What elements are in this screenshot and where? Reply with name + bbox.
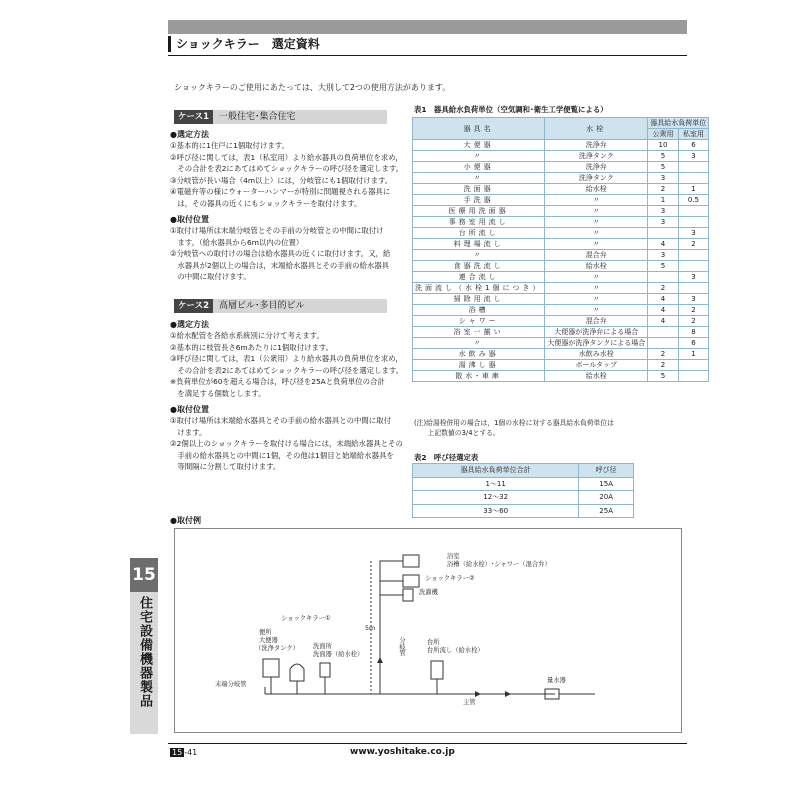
case1-position-text: [170, 225, 391, 283]
text-line: ます。（給水器具から6m以内の位置）: [170, 237, 304, 247]
table1-caption: 表1 器具給水負荷単位（空気調和･衛生工学便覧による）: [414, 105, 608, 114]
table-cell: 〃: [545, 217, 648, 228]
table-row: [413, 283, 709, 294]
label-washroom: 洗面所: [313, 643, 332, 650]
table-cell: 1: [678, 184, 709, 195]
text-line: 等間隔に分割して取付けます。: [170, 462, 281, 471]
table-cell: 1〜11: [413, 477, 579, 491]
table-cell: 〃: [413, 173, 545, 184]
table-cell: 3: [678, 228, 709, 239]
table-cell: [648, 228, 679, 239]
table-row: [413, 504, 634, 518]
table-cell: 〃: [545, 195, 648, 206]
case2-method-heading: ●選定方法: [170, 320, 209, 329]
table-cell: 〃: [545, 228, 648, 239]
table-cell: [678, 217, 709, 228]
label-meter: 量水器: [547, 677, 566, 684]
table-cell: 4: [648, 305, 679, 316]
toilet-fixture: [263, 659, 279, 677]
table-cell: 2: [678, 305, 709, 316]
table-row: [413, 173, 709, 184]
bore-selection-table: [412, 463, 634, 518]
label-bath-detail: 浴槽（給水栓）･シャワー（混合弁）: [447, 561, 551, 568]
label-kitchen: 台所: [427, 639, 440, 646]
table-cell: 洗面器: [413, 184, 545, 195]
table-cell: 6: [678, 140, 709, 151]
table-cell: 5: [648, 162, 679, 173]
text-line: は，その器具の近くにもショックキラーを取付けます。: [170, 198, 362, 208]
intro-text: ショックキラーのご使用にあたっては、大別して2つの使用方法があります。: [174, 83, 451, 92]
table-row: [413, 140, 709, 151]
table-cell: 3: [678, 151, 709, 162]
table-cell: 手洗器: [413, 195, 545, 206]
table-cell: シャワー: [413, 316, 545, 327]
text-line: ③呼び径に関しては，表1（公衆用）より給水器具の負荷単位を求め，: [170, 354, 403, 363]
table-cell: 〃: [413, 151, 545, 162]
table-cell: 〃: [545, 272, 648, 283]
label-bath: 浴室: [447, 553, 460, 560]
table1-header-faucet: 水栓: [545, 118, 648, 140]
chapter-number-tab: 15: [130, 558, 158, 592]
text-line: ②呼び径に関しては，表1（私室用）より給水器具の負荷単位を求め，: [170, 152, 403, 162]
table-cell: 事務室用流し: [413, 217, 545, 228]
table-cell: 〃: [545, 294, 648, 305]
case1-position-heading: ●取付位置: [170, 215, 209, 224]
case2-heading: [174, 299, 387, 313]
table-cell: 1: [678, 349, 709, 360]
table-cell: 0.5: [678, 195, 709, 206]
table-cell: 食器洗流し: [413, 261, 545, 272]
table-cell: 洗浄タンク: [545, 151, 648, 162]
case1-tag: ケース1: [174, 110, 213, 124]
table-row: [413, 151, 709, 162]
table-row: [413, 228, 709, 239]
table-row: [413, 338, 709, 349]
case1-name: 一般住宅･集合住宅: [219, 112, 296, 122]
table1-header-unit: 器具給水負荷単位: [648, 118, 709, 129]
table-cell: 3: [648, 217, 679, 228]
table-cell: [678, 173, 709, 184]
case1-method-heading: ●選定方法: [170, 130, 209, 139]
table-cell: 台所流し: [413, 228, 545, 239]
text-line: その合計を表2にあてはめてショックキラーの呼び径を選定します。: [170, 164, 404, 173]
table-cell: 4: [648, 316, 679, 327]
table-cell: 浴室一揃い: [413, 327, 545, 338]
table-cell: 15A: [579, 477, 634, 491]
table-cell: 連合流し: [413, 272, 545, 283]
table-cell: 洗浄弁: [545, 162, 648, 173]
table1-body: [413, 140, 709, 382]
table-cell: 1: [648, 195, 679, 206]
label-shock1: ショックキラー①: [281, 615, 331, 622]
header-bar: [168, 20, 687, 34]
table-cell: ボールタップ: [545, 360, 648, 371]
table-cell: 掃除用流し: [413, 294, 545, 305]
text-line: ②基本的に枝管長さ6mあたりに1個取付けます。: [170, 342, 334, 352]
table-cell: 2: [648, 184, 679, 195]
kitchen-fixture: [431, 661, 443, 679]
table-cell: 4: [648, 239, 679, 250]
table-cell: 〃: [545, 283, 648, 294]
table-cell: 2: [678, 316, 709, 327]
text-line: の中間に取付けます。: [170, 272, 251, 281]
table-cell: 料理場流し: [413, 239, 545, 250]
page-number-box: 15: [172, 748, 183, 757]
table-cell: 5: [648, 371, 679, 382]
table-row: [413, 305, 709, 316]
case2-position-text: [170, 415, 403, 473]
label-washroom-detail: 洗面器（給水栓）: [313, 651, 364, 658]
table-row: [413, 206, 709, 217]
table-row: [413, 327, 709, 338]
footer-rule: [168, 743, 687, 744]
label-washer: 洗濯機: [419, 589, 438, 596]
label-end-branch: 末端分岐管: [215, 681, 247, 688]
chapter-title: 住宅設備機器製品: [137, 596, 152, 708]
note-line: 上記数値の3/4とする。: [414, 429, 500, 437]
table-cell: 洗浄タンク: [545, 173, 648, 184]
table-cell: 浴槽: [413, 305, 545, 316]
table-cell: 給水栓: [545, 184, 648, 195]
washbasin-fixture: [320, 663, 330, 677]
table1-note: [414, 418, 614, 438]
table-cell: 医療用洗面器: [413, 206, 545, 217]
label-toilet-detail2: （洗浄タンク）: [255, 645, 299, 652]
table-cell: 4: [648, 294, 679, 305]
table2-caption: 表2 呼び径選定表: [414, 453, 479, 462]
text-line: ①取付け場所は末端給水器具とその手前の給水器具との中間に取付: [170, 416, 391, 425]
text-line: ③分岐管が長い場合（4m以上）には，分岐管にも1個取付けます。: [170, 175, 393, 185]
piping-drawing: [175, 529, 681, 732]
table-cell: [678, 162, 709, 173]
table-row: [413, 360, 709, 371]
table-row: [413, 294, 709, 305]
table-cell: 〃: [545, 305, 648, 316]
table-cell: 洗浄弁: [545, 140, 648, 151]
table-cell: 5: [648, 151, 679, 162]
table-cell: 給水栓: [545, 371, 648, 382]
bath-fixture: [403, 555, 419, 567]
shock2-body: [403, 575, 419, 587]
case1-method-text: [170, 140, 404, 209]
table-cell: 3: [648, 173, 679, 184]
table-cell: 3: [678, 294, 709, 305]
table-row: [413, 162, 709, 173]
text-line: ①給水配管を各給水系統別に分けて考えます。: [170, 331, 324, 340]
table-cell: 混合弁: [545, 250, 648, 261]
table-cell: 33〜60: [413, 504, 579, 518]
table-cell: 〃: [545, 206, 648, 217]
table-cell: 〃: [545, 239, 648, 250]
table-cell: [648, 338, 679, 349]
text-line: けます。: [170, 427, 207, 437]
table1-header-fixture: 器具名: [413, 118, 545, 140]
label-kitchen-detail: 台所流し（給水栓）: [427, 647, 484, 654]
footer-url[interactable]: www.yoshitake.co.jp: [350, 747, 455, 757]
table-row: [413, 371, 709, 382]
table-cell: 小便器: [413, 162, 545, 173]
table-row: [413, 239, 709, 250]
text-line: その合計を表2にあてはめてショックキラーの呼び径を選定します。: [170, 365, 404, 375]
table-cell: 大便器が洗浄タンクによる場合: [545, 338, 648, 349]
table2-header-load: 器具給水負荷単位合計: [413, 464, 579, 478]
text-line: ①基本的に1住戸に1個取付けます。: [170, 141, 289, 150]
case2-name: 高層ビル･多目的ビル: [219, 301, 305, 311]
table-cell: [678, 371, 709, 382]
table-cell: 混合弁: [545, 316, 648, 327]
table-cell: 洗面流し（水栓1個につき）: [413, 283, 545, 294]
table-row: [413, 272, 709, 283]
table-cell: 2: [648, 360, 679, 371]
table-cell: 8: [678, 327, 709, 338]
text-line: ①取付け場所は末端分岐管とその手前の分岐管との中間に取付け: [170, 226, 384, 235]
table-cell: 給水栓: [545, 261, 648, 272]
text-line: ※負荷単位が60を超える場合は，呼び径を25Aと負荷単位の合計: [170, 377, 385, 386]
table-cell: 水飲み器: [413, 349, 545, 360]
table-cell: 20A: [579, 491, 634, 505]
table-cell: [678, 261, 709, 272]
case1-heading: [174, 110, 387, 124]
label-toilet: 便所: [259, 629, 272, 636]
table-cell: 大便器: [413, 140, 545, 151]
table-cell: [648, 327, 679, 338]
table-cell: [678, 206, 709, 217]
table-cell: [678, 250, 709, 261]
table-cell: 水飲み水栓: [545, 349, 648, 360]
header-rule: [168, 55, 687, 56]
page-number: [170, 748, 197, 757]
text-line: を満足する個数とします。: [170, 388, 266, 398]
table-row: [413, 349, 709, 360]
table-row: [413, 491, 634, 505]
table-cell: 〃: [413, 250, 545, 261]
up-arrow: [377, 657, 383, 663]
table-cell: 3: [648, 206, 679, 217]
page-title: ショックキラー 選定資料: [168, 36, 687, 52]
washer-fixture: [403, 589, 413, 601]
label-branch: 分岐管: [398, 637, 405, 656]
text-line: 手前の給水器具との中間に1個，その他は1個目と始端給水器具を: [170, 450, 394, 460]
label-shock2: ショックキラー②: [425, 575, 475, 582]
table-cell: [678, 283, 709, 294]
shock1-body: [290, 664, 304, 681]
diagram-heading: ●取付例: [170, 516, 201, 525]
table-cell: [678, 360, 709, 371]
table-cell: 2: [648, 349, 679, 360]
table-row: [413, 184, 709, 195]
table-cell: 25A: [579, 504, 634, 518]
table-cell: 6: [678, 338, 709, 349]
text-line: 水器具が2個以上の場合は，末端給水器具とその手前の給水器具: [170, 260, 390, 270]
table1-header-public: 公衆用: [648, 129, 679, 140]
table-cell: 2: [678, 239, 709, 250]
installation-diagram: [174, 528, 682, 733]
table-row: [413, 250, 709, 261]
table2-header-bore: 呼び径: [579, 464, 634, 478]
flow-arrow-1: [475, 691, 481, 697]
table-row: [413, 316, 709, 327]
table-cell: 〃: [413, 338, 545, 349]
flow-arrow-2: [505, 691, 511, 697]
table-cell: 3: [648, 250, 679, 261]
table1-header-private: 私室用: [678, 129, 709, 140]
label-length: 5m: [365, 625, 376, 632]
table-row: [413, 195, 709, 206]
table-row: [413, 261, 709, 272]
text-line: ②分岐管への取付けの場合は給水器具の近くに取付けます。又，給: [170, 249, 391, 258]
table-row: [413, 217, 709, 228]
table-row: [413, 477, 634, 491]
text-line: ②2個以上のショックキラーを取付ける場合には，末端給水器具とその: [170, 439, 403, 448]
table-cell: 散水･車庫: [413, 371, 545, 382]
table-cell: 5: [648, 261, 679, 272]
case2-method-text: [170, 330, 404, 399]
fixture-load-table: [412, 117, 709, 382]
table-cell: 大便器が洗浄弁による場合: [545, 327, 648, 338]
note-line: (注)給湯栓併用の場合は，1個の水栓に対する器具給水負荷単位は: [414, 419, 614, 427]
table-cell: 3: [678, 272, 709, 283]
label-main: 主管: [463, 699, 476, 706]
table-cell: 2: [648, 283, 679, 294]
table-cell: 湯沸し器: [413, 360, 545, 371]
text-line: ④電磁弁等の様にウォーターハンマーが特別に問題視される器具に: [170, 187, 391, 196]
table-cell: 10: [648, 140, 679, 151]
table-cell: 12〜32: [413, 491, 579, 505]
case2-tag: ケース2: [174, 299, 213, 313]
case2-position-heading: ●取付位置: [170, 405, 209, 414]
label-toilet-detail1: 大便器: [259, 637, 278, 644]
table-cell: [648, 272, 679, 283]
page-number-rest: -41: [184, 748, 198, 757]
